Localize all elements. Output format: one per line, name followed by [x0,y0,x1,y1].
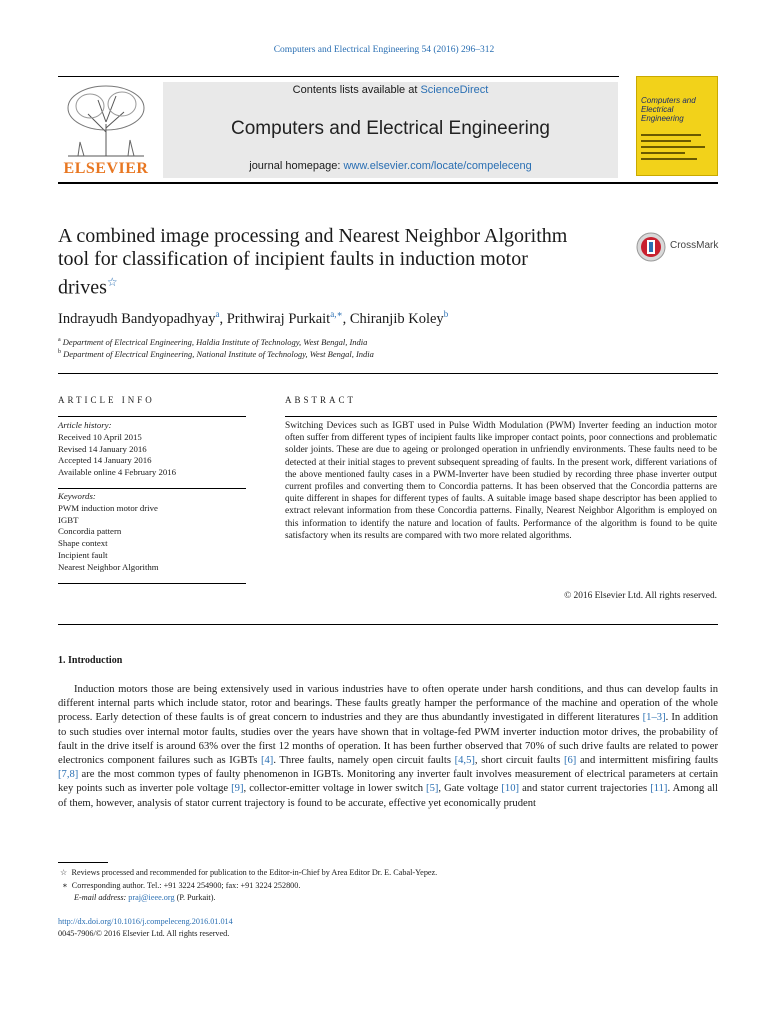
affiliation-a [58,337,367,347]
body-text: , short circuit faults [474,755,564,767]
article-info-rule [58,416,246,417]
author-name: Chiranjib Koley [349,310,444,327]
footnotes [58,867,718,905]
footnote-text: Corresponding author. Tel.: +91 3224 254900; fax: +91 3224 252800. [71,880,301,890]
abstract-copyright: © 2016 Elsevier Ltd. All rights reserved. [564,591,717,601]
history-entry: Received 10 April 2015 [58,431,142,442]
keyword: Incipient fault [58,549,108,560]
cover-decor [641,134,713,164]
body-text: and intermittent misfiring faults [576,755,718,767]
doi-block [58,916,233,940]
body-text: . In addition to such studies over internal motor faults, studies over the years have shown that in voltage-fed PWM inverter induction motor drives, the probability of fault in the drive itself is around 63% over the first 12 months of operation. It has been further observed that 70% of such drive faults are related to power electronics component failures such as IGBTs [58,712,718,767]
crossmark-label: CrossMark [670,240,719,251]
body-text: Induction motors those are being extensively used in various industries have to often operate under harsh conditions, and thus can develop faults in different internal parts which include stator, rotor and bearings. These faults greatly hamper the performance of the machine and operation of the whole process. Early detection of these faults is of great concern to industries and they are thus abundantly investigated in different literatures [58,684,718,724]
citation-link[interactable]: [4] [260,755,274,767]
article-info-heading: ARTICLE INFO [58,395,155,405]
introduction-heading: 1. Introduction [58,655,123,666]
keyword: Nearest Neighbor Algorithm [58,561,159,572]
footnote-text: Reviews processed and recommended for publication to the Editor-in-Chief by Area Editor Dr. E. Cabal-Yepez. [71,868,438,877]
keywords-label: Keywords: [58,491,96,501]
section-rule [58,373,718,374]
journal-reference[interactable]: Computers and Electrical Engineering 54 (2016) 296–312 [273,45,495,55]
email-label: E-mail address: [74,893,127,902]
elsevier-wordmark: ELSEVIER [63,160,149,177]
header-top-rule [58,76,619,77]
footnote-editor [58,867,718,880]
homepage-prefix: journal homepage: [249,160,344,172]
body-text: . Among all of them, however, analysis of stator current trajectory is found to be accurate, effective yet economically prudent [58,783,718,809]
header-bottom-rule [58,182,718,184]
email-suffix: (P. Purkait). [176,893,216,902]
sciencedirect-link[interactable]: ScienceDirect [420,84,489,96]
citation-link[interactable]: [11] [650,783,668,795]
affiliation-text: Department of Electrical Engineering, Haldia Institute of Technology, West Bengal, India [62,337,368,347]
footnote-email [58,892,718,905]
body-text: , Gate voltage [438,783,502,795]
journal-name: Computers and Electrical Engineering [231,118,550,139]
body-text: and stator current trajectories [519,783,651,795]
citation-link[interactable]: [9] [231,783,244,795]
paper-title [58,225,578,300]
author-name: Prithwiraj Purkait [226,310,331,327]
citation-link[interactable]: [7,8] [58,769,79,781]
homepage-link[interactable]: www.elsevier.com/locate/compeleceng [343,160,532,172]
history-entry: Revised 14 January 2016 [58,443,147,454]
footnote-asterisk: ∗ [62,880,68,890]
abstract-text: Switching Devices such as IGBT used in Pulse Width Modulation (PWM) Inverter feeding an induction motor often suffer from different types of incipient faults like improper contact points, poor connections and problematic solder joints. These are due to ageing or prolonged operation in unfriendly environments. These faults need to be detected at their initial stages to prevent subsequent spreading of faults. In the present work, different variations of the above mentioned faulty cases in a PWM-Inverter have been studied by recording three phase inverter output current profiles and converting them to Concordia patterns. It has been observed that the Concordia patterns are quite different in shapes for different types of faults. A suitable image based shape descriptor has been applied to extract relevant information from these Concordia patterns. Finally, Nearest Neighbor Algorithm is employed on this information to identify the nature and location of faults. Performance of the algorithm is found to be quite satisfactory when its results are compared with two more related algorithms. [285,421,717,541]
abstract-rule [285,416,717,417]
keyword: IGBT [58,514,79,525]
keywords-block [58,491,246,574]
citation-link[interactable]: [10] [501,783,520,795]
citation-link[interactable]: [6] [563,755,577,767]
affiliation-b [58,349,374,359]
body-text: are the most common types of faulty phenomenon in IGBTs. Monitoring any inverter fault involves measurement of electrical parameters at certain key points such as inverter pole voltage [58,769,718,795]
author-list: Indrayudh Bandyopadhyay$^a$, Prithwiraj Purkait$^{a,∗}$, Chiranjib Koley$^b$ [58,309,449,327]
title-footnote-star[interactable]: ☆ [106,275,118,289]
citation-link[interactable]: [4,5] [454,755,475,767]
author-affil-mark[interactable]: a [215,309,220,319]
introduction-paragraph [58,683,718,811]
contents-prefix: Contents lists available at [292,84,421,96]
footnote-corresponding [58,880,718,893]
history-entry: Available online 4 February 2016 [58,467,177,478]
issn-line: 0045-7906/© 2016 Elsevier Ltd. All rights reserved. [58,929,230,938]
article-info-rule [58,488,246,489]
homepage-line [163,160,618,172]
citation-link[interactable]: [1–3] [642,712,666,724]
keyword: Shape context [58,538,108,549]
history-entry: Accepted 14 January 2016 [58,455,152,466]
keyword: Concordia pattern [58,526,122,537]
affiliation-mark: b [58,349,61,356]
cover-title: Computers and Electrical Engineering [641,96,696,123]
body-text: , collector-emitter voltage in lower switch [243,783,427,795]
paper-title-text: A combined image processing and Nearest Neighbor Algorithm tool for classification of incipient faults in induction motor drives [58,225,568,299]
crossmark-badge[interactable] [636,232,726,262]
footnote-star: ☆ [60,868,68,877]
contents-line [163,84,618,96]
footnote-rule [58,862,108,863]
affiliation-text: Department of Electrical Engineering, National Institute of Technology, West Bengal, India [63,349,374,359]
keyword: PWM induction motor drive [58,502,158,513]
abstract-heading: ABSTRACT [285,395,357,405]
citation-link[interactable]: [5] [426,783,439,795]
crossmark-icon [636,232,666,262]
affiliation-mark: a [58,337,61,344]
body-text: . Three faults, namely open circuit faults [273,755,455,767]
email-link[interactable]: praj@ieee.org [128,893,175,902]
author-affil-mark[interactable]: a,∗ [330,309,343,319]
author-affil-mark[interactable]: b [443,309,449,319]
author-name: Indrayudh Bandyopadhyay [58,310,216,327]
article-history [58,420,246,479]
doi-link[interactable]: http://dx.doi.org/10.1016/j.compeleceng.2016.01.014 [58,917,233,926]
article-info-rule [58,583,246,584]
section-rule [58,624,718,625]
history-label: Article history: [58,420,112,430]
